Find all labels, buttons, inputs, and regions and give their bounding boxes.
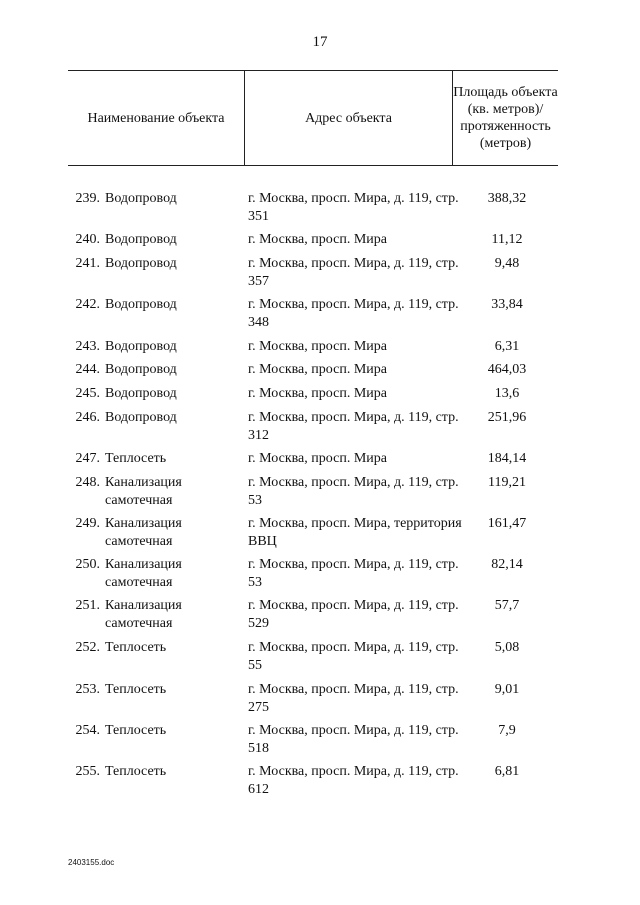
- object-name: Канализация самотечная: [105, 598, 182, 631]
- object-area: 251,96: [487, 410, 527, 425]
- object-name: Теплосеть: [105, 764, 167, 779]
- row-number: 242.: [75, 297, 100, 312]
- object-name: Теплосеть: [105, 640, 167, 655]
- object-area: 9,48: [494, 256, 520, 271]
- row-number: 244.: [75, 362, 100, 377]
- object-name: Теплосеть: [105, 451, 167, 466]
- object-area: 9,01: [494, 682, 520, 697]
- object-area: 33,84: [491, 297, 523, 312]
- row-number: 239.: [75, 191, 100, 206]
- object-address: г. Москва, просп. Мира, д. 119, стр. 348: [248, 297, 459, 330]
- header-area-column: Площадь объекта (кв. метров)/ протяженность (метров): [453, 85, 558, 151]
- row-number: 246.: [75, 410, 100, 425]
- object-area: 13,6: [494, 386, 520, 401]
- object-address: г. Москва, просп. Мира, д. 119, стр. 612: [248, 764, 459, 797]
- object-name: Водопровод: [105, 232, 177, 247]
- object-name: Теплосеть: [105, 723, 167, 738]
- object-address: г. Москва, просп. Мира, д. 119, стр. 351: [248, 191, 459, 224]
- object-address: г. Москва, просп. Мира, д. 119, стр. 275: [248, 682, 459, 715]
- row-number: 241.: [75, 256, 100, 271]
- object-address: г. Москва, просп. Мира: [248, 362, 387, 377]
- object-area: 119,21: [488, 475, 526, 490]
- object-name: Водопровод: [105, 410, 177, 425]
- object-name: Водопровод: [105, 362, 177, 377]
- header-address-column: Адрес объекта: [305, 110, 392, 126]
- object-area: 6,31: [494, 339, 520, 354]
- object-address: г. Москва, просп. Мира: [248, 232, 387, 247]
- object-area: 7,9: [498, 723, 516, 738]
- object-name: Водопровод: [105, 297, 177, 312]
- object-area: 184,14: [487, 451, 527, 466]
- object-address: г. Москва, просп. Мира, д. 119, стр. 518: [248, 723, 459, 756]
- row-number: 253.: [75, 682, 100, 697]
- object-address: г. Москва, просп. Мира, территория ВВЦ: [248, 516, 462, 549]
- row-number: 249.: [75, 516, 100, 531]
- header-name-column: Наименование объекта: [87, 110, 225, 126]
- object-address: г. Москва, просп. Мира: [248, 386, 387, 401]
- object-name: Водопровод: [105, 339, 177, 354]
- object-name: Канализация самотечная: [105, 516, 182, 549]
- object-area: 161,47: [487, 516, 527, 531]
- object-area: 11,12: [491, 232, 523, 247]
- object-address: г. Москва, просп. Мира, д. 119, стр. 55: [248, 640, 459, 673]
- row-number: 248.: [75, 475, 100, 490]
- page-number: 17: [312, 34, 328, 50]
- row-number: 240.: [75, 232, 100, 247]
- object-name: Водопровод: [105, 256, 177, 271]
- file-name-footer: 2403155.doc: [68, 858, 115, 867]
- object-area: 57,7: [494, 598, 520, 613]
- object-name: Теплосеть: [105, 682, 167, 697]
- object-address: г. Москва, просп. Мира, д. 119, стр. 529: [248, 598, 459, 631]
- object-area: 464,03: [487, 362, 527, 377]
- object-address: г. Москва, просп. Мира: [248, 451, 387, 466]
- object-name: Канализация самотечная: [105, 557, 182, 590]
- object-area: 82,14: [491, 557, 523, 572]
- object-name: Канализация самотечная: [105, 475, 182, 508]
- object-area: 388,32: [487, 191, 527, 206]
- row-number: 254.: [75, 723, 100, 738]
- row-number: 243.: [75, 339, 100, 354]
- object-name: Водопровод: [105, 386, 177, 401]
- row-number: 255.: [75, 764, 100, 779]
- object-name: Водопровод: [105, 191, 177, 206]
- row-number: 251.: [75, 598, 100, 613]
- row-number: 245.: [75, 386, 100, 401]
- object-address: г. Москва, просп. Мира, д. 119, стр. 53: [248, 475, 459, 508]
- object-address: г. Москва, просп. Мира, д. 119, стр. 312: [248, 410, 459, 443]
- object-area: 6,81: [494, 764, 520, 779]
- row-number: 247.: [75, 451, 100, 466]
- row-number: 250.: [75, 557, 100, 572]
- object-area: 5,08: [494, 640, 520, 655]
- object-address: г. Москва, просп. Мира: [248, 339, 387, 354]
- object-address: г. Москва, просп. Мира, д. 119, стр. 357: [248, 256, 459, 289]
- object-address: г. Москва, просп. Мира, д. 119, стр. 53: [248, 557, 459, 590]
- row-number: 252.: [75, 640, 100, 655]
